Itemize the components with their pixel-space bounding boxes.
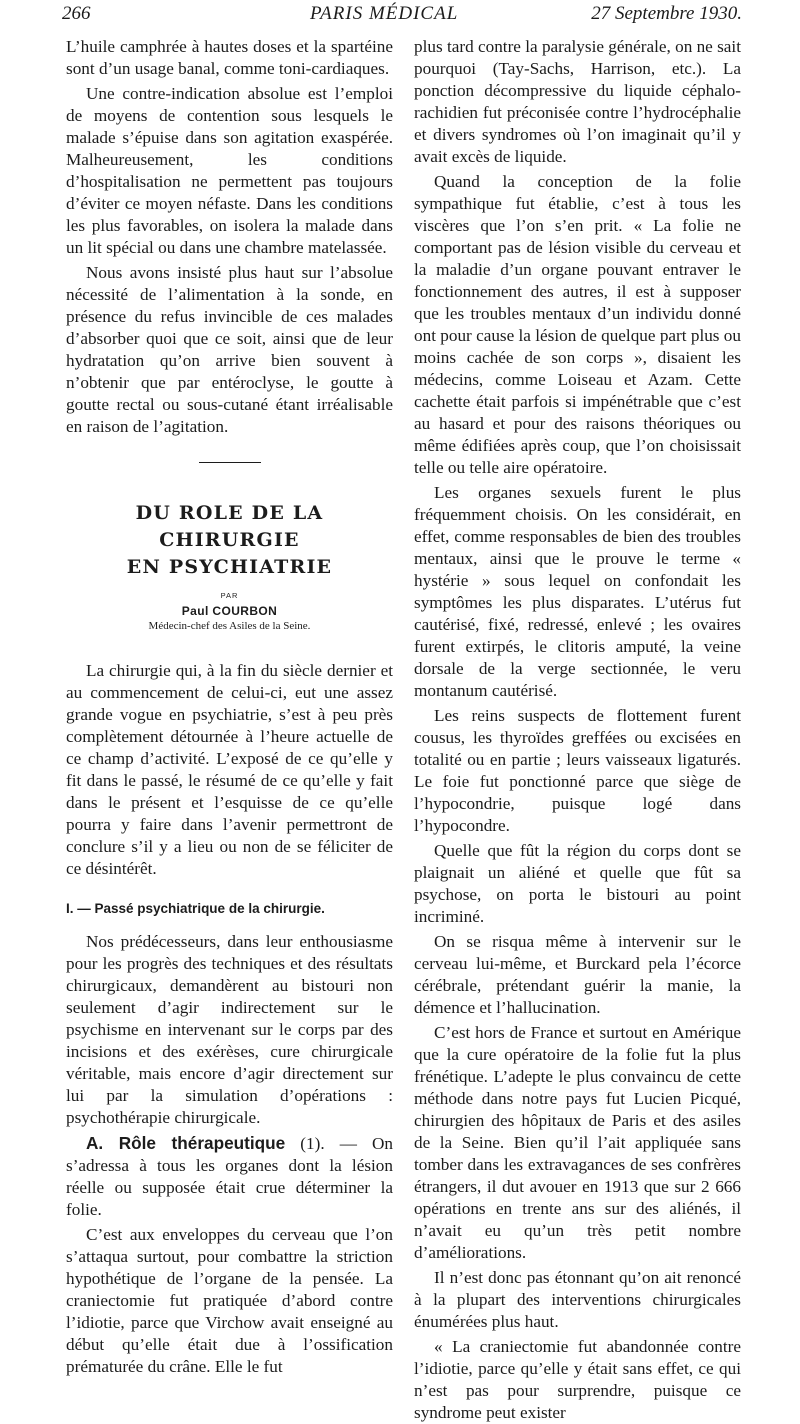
author-name: Paul COURBON (181, 604, 278, 618)
page-header (62, 2, 742, 26)
paragraph: C’est aux enveloppes du cerveau que l’on s’attaqua surtout, pour combattre la striction hypothétique de l’organe de la pensée. La craniectomie fut pratiquée d’abord contre l’idiotie, parce que Virchow avait enseigné au début qu’elle était due à l’ossification prématurée du crâne. Elle le fut (66, 1225, 393, 1376)
paragraph: Les organes sexuels furent le plus fréquemment choisis. On les considérait, en effet, comme responsables de bien des troubles mentaux, ainsi que le prouve le terme « hystérie » sous lequel on confondait les symptômes les plus disparates. L’utérus fut cautérisé, fixé, redressé, enlevé ; les ovaires furent extirpés, le clitoris amputé, la veine dorsale de la verge sectionnée, le veru montanum cautérisé. (414, 483, 741, 700)
paragraph: Il n’est donc pas étonnant qu’on ait renoncé à la plupart des interventions chirurgicales énumérées plus haut. (414, 1268, 741, 1331)
paragraph (66, 1132, 393, 1221)
paragraph: C’est hors de France et surtout en Amérique que la cure opératoire de la folie fut la plus frénétique. L’adepte le plus convaincu de cette méthode dans notre pays fut Lucien Picqué, chirurgien des hôpitaux de Paris et des asiles de la Seine. Bien qu’il l’ait appliquée sans tomber dans les extravagances de ses confrères étrangers, il dut avouer en 1913 que sur 2 666 opérations en trente ans sur des aliénés, il n’avait eu qu’un très petit nombre d’améliorations. (414, 1023, 741, 1262)
paragraph: Nos prédécesseurs, dans leur enthousiasme pour les progrès des techniques et des résultats chirurgicaux, demandèrent au bistouri non seulement d’agir indirectement sur le psychisme en intervenant sur le corps par des incisions et des exérèses, cure chirurgicale véritable, mais encore d’agir directement sur lui par la simulation d’opérations : psychothérapie chirurgicale. (66, 932, 393, 1127)
section-heading: I. — Passé psychiatrique de la chirurgie. (66, 901, 325, 916)
paragraph: Une contre-indication absolue est l’emploi de moyens de contention sous lesquels le malade s’épuise dans son agitation exaspérée. Malheureusement, les conditions d’hospitalisation ne permettent pas toujours d’éviter ce moyen néfaste. Dans les conditions les plus favorables, on isolera la malade dans un lit spécial ou dans une chambre matelassée. (66, 84, 393, 257)
paragraph: Quand la conception de la folie sympathique fut établie, c’est à tous les viscères que l’on s’en prit. « La folie ne comportant pas de lésion visible du cerveau et la maladie d’un organe pouvant entraver le fonctionnement des autres, il est à supposer que les troubles mentaux d’un individu donné ont pour cause la lésion de quelque part plus ou moins cachée de son corps », disaient les médecins, comme Loiseau et Azam. Cette cachette était parfois si impénétrable que c’est au hasard et pour des raisons théoriques ou même édifiées après coup, que l’on choisissait telle ou telle aire opératoire. (414, 172, 741, 477)
byline-prefix: PAR (220, 591, 239, 600)
subsection-text: (1). — On s’adressa à tous les organes dont la lésion réelle ou supposée était crue déterminer la folie. (66, 1134, 393, 1219)
left-column (66, 36, 393, 1378)
paragraph: « La craniectomie fut abandonnée contre l’idiotie, parce qu’elle y était sans effet, ce qui n’est pas pour surprendre, puisque ce syndrome peut exister (414, 1337, 741, 1422)
paragraph: On se risqua même à intervenir sur le cerveau lui-même, et Burckard pela l’écorce cérébrale, prétendant guérir la manie, la démence et l’hallucination. (414, 932, 741, 1017)
paragraph: Quelle que fût la région du corps dont se plaignait un aliéné et quelle que fût sa psychose, on porta le bistouri au point incriminé. (414, 841, 741, 926)
paragraph: Les reins suspects de flottement furent cousus, les thyroïdes greffées ou excisées en totalité ou en partie ; leurs vaisseaux ligaturés. Le foie fut ponctionné parce que siège de l’hypocondrie, puisque logé dans l’hypocondre. (414, 706, 741, 835)
section-divider (199, 462, 261, 463)
journal-title: PARIS MÉDICAL (310, 3, 459, 24)
article-title-line: DU ROLE DE LA CHIRURGIE (135, 502, 324, 551)
subsection-label: A. Rôle thérapeutique (86, 1133, 286, 1153)
article-title-line: EN PSYCHIATRIE (126, 556, 333, 578)
issue-date: 27 Septembre 1930. (591, 3, 742, 24)
page-number: 266 (62, 3, 91, 24)
article-title (66, 500, 393, 581)
paragraph: plus tard contre la paralysie générale, on ne sait pourquoi (Tay-Sachs, Harrison, etc.). La ponction décompressive du liquide céphalo-rachidien fut préconisée contre l’hydrocéphalie et divers syndromes où l’on imaginait qu’il y avait excès de liquide. (414, 37, 741, 166)
paragraph: La chirurgie qui, à la fin du siècle dernier et au commencement de celui-ci, eut une assez grande vogue en psychiatrie, s’est à peu près complètement détournée à l’heure actuelle de ce champ d’activité. L’exposé de ce qu’elle y fit dans le passé, le résumé de ce qu’elle y fait dans le présent et l’esquisse de ce qu’elle pourra y faire dans l’avenir permettront de conclure s’il y a lieu ou non de se féliciter de ce désintérêt. (66, 661, 393, 878)
right-column (414, 36, 741, 1424)
paragraph: Nous avons insisté plus haut sur l’absolue nécessité de l’alimentation à la sonde, en présence du refus invincible de ces malades d’absorber quoi que ce soit, ainsi que de leur hydratation qu’on arrive bien souvent à n’obtenir que par entéroclyse, le goutte à goutte rectal ou sous-cutané étant irréalisable en raison de l’agitation. (66, 263, 393, 436)
author-role: Médecin-chef des Asiles de la Seine. (148, 620, 311, 632)
paragraph: L’huile camphrée à hautes doses et la spartéine sont d’un usage banal, comme toni-cardiaques. (66, 37, 393, 78)
